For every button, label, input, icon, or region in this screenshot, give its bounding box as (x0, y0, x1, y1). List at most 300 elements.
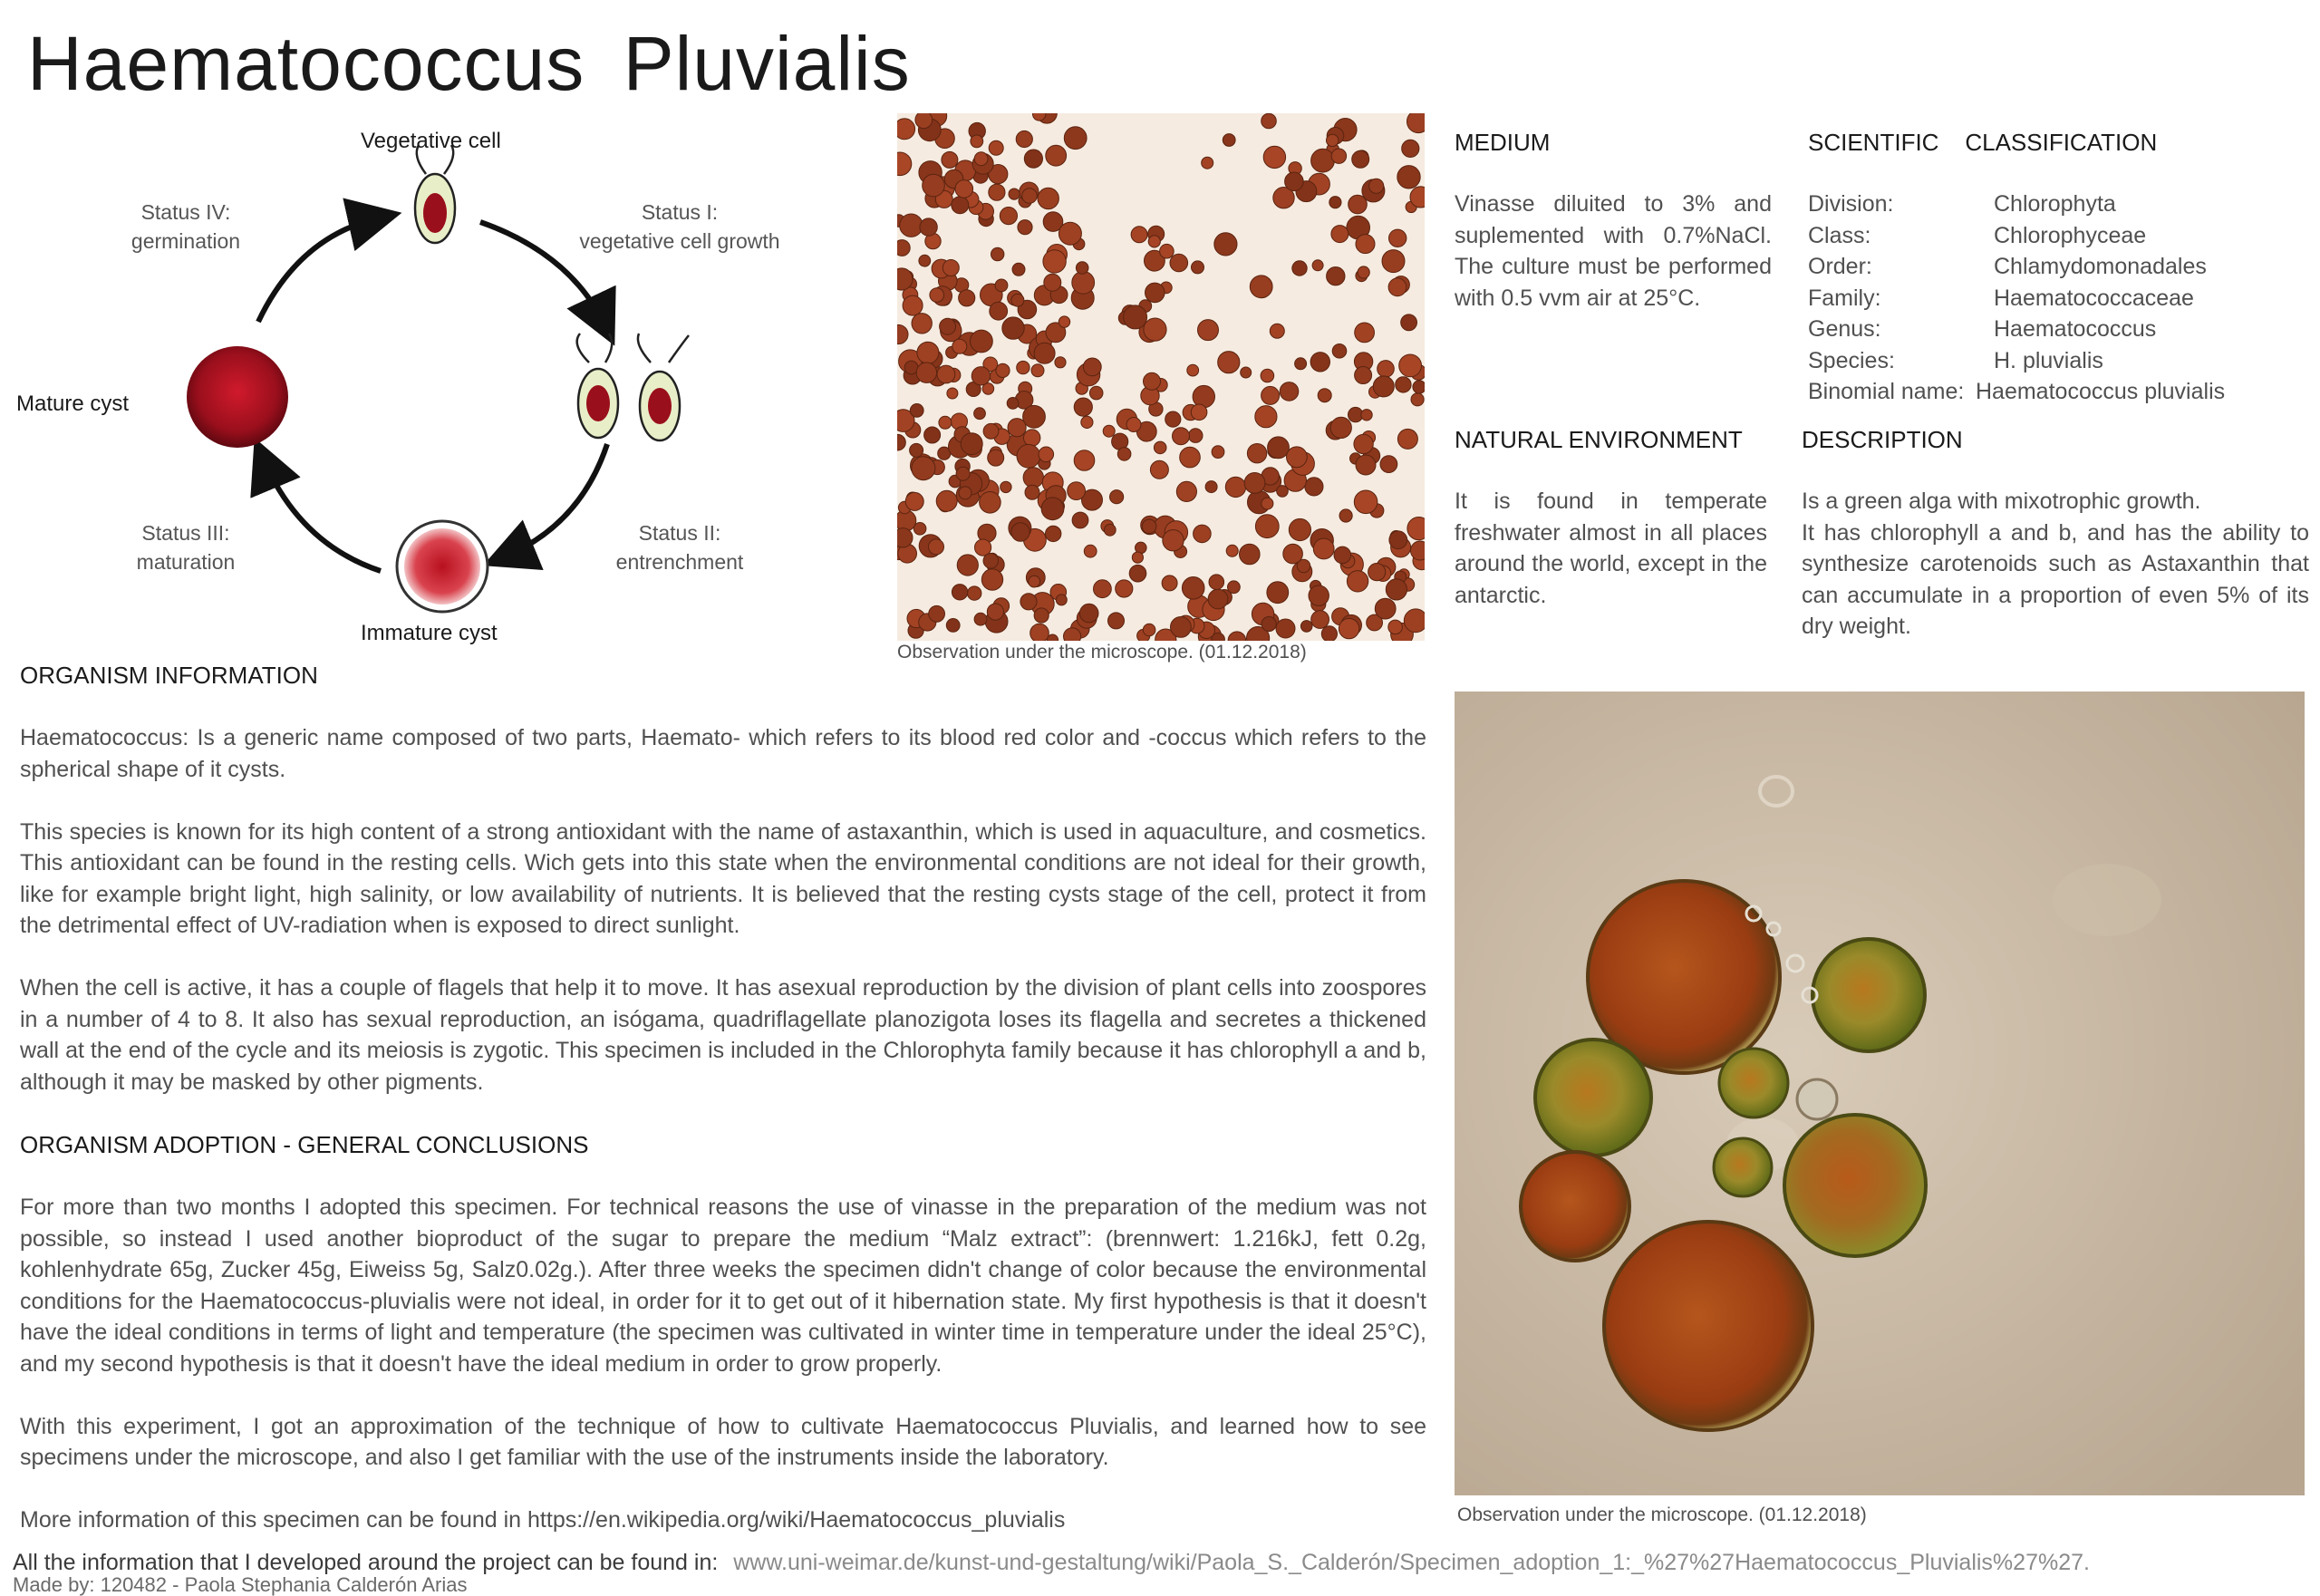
cell-dot (1191, 404, 1207, 421)
cell-dot (1023, 468, 1043, 488)
cell-dot (1043, 250, 1066, 273)
class-key: Binomial name: (1808, 379, 1965, 404)
cell-dot (1132, 552, 1143, 563)
cell-dot (1255, 406, 1277, 428)
cell-dot (1228, 581, 1241, 594)
cell-dot (980, 492, 1001, 514)
natural-env-text: It is found in temperate freshwater almost in all places around the world, except in the antarctic. (1455, 488, 1767, 608)
class-value: Haematococcus pluvialis (1976, 379, 2226, 404)
cell-dot (1329, 197, 1341, 208)
cell-dot (1163, 530, 1184, 551)
cell-dot (957, 555, 978, 576)
cell-dot (1202, 157, 1213, 169)
cell-dot (1389, 531, 1407, 549)
cell-dot (1339, 509, 1352, 522)
cell-dot (1131, 227, 1147, 243)
cell-dot (1129, 565, 1146, 582)
cell-dot (1373, 376, 1394, 397)
footer-info-label: All the information that I developed around the project can be found in: (13, 1550, 719, 1575)
footer-info-url[interactable]: www.uni-weimar.de/kunst-und-gestaltung/wiki/Paola_S._Calderón/Specimen_adoption_1:_%27%27Haematococcus_Pluvialis%27%27. (733, 1550, 2090, 1575)
cell-dot (981, 569, 1002, 590)
cell-dot (1356, 235, 1375, 254)
class-value: Chlamydomonadales (1994, 254, 2207, 279)
cell-dot (1261, 369, 1274, 382)
cell-dot (1386, 579, 1406, 600)
cell-dot (1358, 266, 1369, 278)
cell-dot (1312, 260, 1323, 271)
cell-dot (1380, 456, 1397, 473)
cell-dot (1002, 317, 1024, 339)
cell-dot (1074, 450, 1095, 471)
cell-dot (1079, 604, 1098, 623)
cell-dot (1327, 134, 1339, 146)
cell-dot (1214, 233, 1237, 256)
cell-dot (1148, 236, 1160, 247)
label-immature-cyst: Immature cyst (361, 621, 498, 645)
cell-dot (936, 490, 957, 511)
cell-dot (1375, 598, 1396, 619)
cell-dot (1331, 226, 1348, 243)
cell-dot (1074, 398, 1092, 416)
cell-dot (1046, 526, 1061, 541)
cell-dot (1292, 261, 1307, 276)
cell-dot (1268, 437, 1290, 459)
cell-dot (1170, 254, 1188, 272)
cell-dot (1250, 276, 1272, 298)
cell-dot (1355, 323, 1375, 343)
cell-dot (905, 492, 923, 510)
cell-dot (971, 330, 993, 353)
class-key: Class: (1808, 222, 1871, 248)
cell-dot (1241, 367, 1252, 378)
cell-dot (974, 408, 986, 420)
cell-dot (1171, 617, 1192, 638)
cell-dot (940, 318, 956, 334)
cell-dot (937, 365, 955, 383)
classification-heading: SCIENTIFIC CLASSIFICATION (1808, 129, 2158, 156)
cell-dot (1142, 519, 1156, 534)
cell-dot (1009, 189, 1020, 199)
cell-dot (1378, 361, 1395, 378)
cell-dot (1309, 585, 1329, 605)
cell-dot (1000, 208, 1017, 225)
cell-dot (1017, 444, 1040, 468)
cell-dot (1011, 523, 1030, 541)
cell-dot (1262, 113, 1277, 129)
cell-dot (920, 218, 937, 236)
cell-dot (1176, 481, 1196, 501)
cell-dot (897, 119, 915, 140)
cell-dot (1041, 498, 1064, 520)
label-vegetative-cell: Vegetative cell (361, 129, 501, 153)
cell-dot (1255, 515, 1279, 538)
cell-dot (1064, 127, 1087, 150)
cell-dot (1411, 393, 1424, 406)
class-key: Order: (1808, 254, 1872, 279)
label-mature-cyst: Mature cyst (16, 392, 130, 416)
class-key: Family: (1808, 285, 1881, 311)
cell-dot (1012, 263, 1025, 276)
cell-dot (956, 467, 970, 480)
cell-dot (1165, 411, 1181, 427)
cell-dot (1044, 274, 1061, 291)
cell-dot (972, 367, 990, 385)
cell-dot (1076, 262, 1088, 275)
cell-dot (1262, 498, 1273, 509)
cell-dot (952, 339, 967, 353)
cell-dot (1083, 358, 1101, 376)
cell-dot (1008, 419, 1026, 437)
status-4-desc: germination (130, 229, 241, 253)
status-3-desc: maturation (136, 550, 236, 574)
cell-dot (974, 152, 988, 166)
cell-dot (1388, 278, 1406, 296)
description-line1: Is a green alga with mixotrophic growth. (1802, 488, 2201, 514)
cell-dot (1110, 490, 1124, 504)
cell-dot (919, 255, 931, 266)
cell-dot (1029, 576, 1040, 587)
cell-dot (955, 180, 973, 198)
class-value: Haematococcaceae (1994, 285, 2194, 311)
class-value: H. pluvialis (1994, 347, 2103, 373)
cell-dot (1305, 478, 1323, 496)
cell-dot (916, 363, 936, 382)
cell-dot (1228, 632, 1246, 641)
cell-dot (1396, 377, 1411, 392)
cell-dot (989, 184, 1005, 200)
cell-dot (1276, 619, 1295, 638)
adoption-heading: ORGANISM ADOPTION - GENERAL CONCLUSIONS (20, 1131, 589, 1158)
cell-dot (1318, 389, 1331, 402)
cell-dot (1162, 576, 1177, 591)
cell-dot (1327, 267, 1345, 285)
classification-row (1808, 283, 2315, 314)
class-value: Chlorophyceae (1994, 222, 2147, 248)
cell-dot (1369, 179, 1384, 193)
cell-dot (1402, 140, 1419, 157)
cell-dot (1300, 621, 1312, 633)
cell-dot (929, 605, 945, 622)
cell-dot (971, 135, 983, 148)
cell-dot (1280, 382, 1299, 401)
cell-dot (1388, 620, 1403, 634)
cell-dot (1194, 525, 1212, 543)
cell-dot (1024, 430, 1040, 446)
more-info-link-text: More information of this specimen can be found in https://en.wikipedia.org/wiki/Haematococcus_pluvialis (20, 1507, 1066, 1533)
cell-dot (1244, 473, 1265, 494)
cell-dot (924, 427, 941, 443)
organism-info-heading: ORGANISM INFORMATION (20, 662, 318, 689)
adoption-paragraph-2: With this experiment, I got an approximation of the technique of how to cultivate Haematococcus Pluvialis, and learned how to see specimens under the microscope, and also I get familiar with the use of the instruments inside the laboratory. (20, 1413, 1426, 1470)
classification-row (1808, 189, 2315, 220)
cell-dot (1413, 381, 1425, 393)
cell-dot (942, 260, 959, 276)
cell-dot (1064, 628, 1081, 641)
cell-dot (1352, 150, 1369, 168)
cell-dot (1277, 486, 1289, 498)
cell-dot (1262, 386, 1280, 404)
cell-dot (1034, 608, 1049, 623)
cell-dot (1031, 364, 1044, 377)
cell-dot (1068, 482, 1086, 500)
cell-dot (1144, 372, 1161, 390)
cell-dot (1382, 250, 1405, 273)
cell-dot (912, 314, 932, 334)
cell-dot (1339, 618, 1358, 638)
cell-dot (1270, 324, 1284, 338)
cell-dot (1023, 405, 1046, 428)
cell-dot (1404, 609, 1425, 633)
medium-text: Vinasse diluited to 3% and suplemented with 0.7%NaCl. The culture must be performed with 0.5 vvm air at 25°C. (1455, 191, 1772, 311)
photo-2-cells (1455, 692, 2305, 1495)
cell-dot (1285, 172, 1304, 191)
cell-dot (988, 450, 1004, 466)
status-2-title: Status II: (638, 521, 721, 545)
class-key: Species: (1808, 347, 1895, 373)
cell-dot (1208, 589, 1228, 609)
cell-dot (1017, 361, 1030, 373)
class-value: Chlorophyta (1994, 191, 2116, 217)
cell-dot (983, 554, 999, 569)
cell-dot (1124, 305, 1147, 329)
cell-dot (900, 214, 923, 237)
immature-cyst-icon (397, 521, 488, 612)
cell-dot (968, 586, 981, 600)
cell-dot (1310, 353, 1329, 372)
cell-dot (1334, 547, 1351, 564)
cell-dot (1321, 626, 1337, 641)
cell-dot (929, 539, 944, 555)
cell-dot (897, 240, 910, 256)
cell-dot (1160, 244, 1174, 258)
cell-dot (1030, 624, 1049, 641)
cell-dot (1347, 571, 1368, 592)
cell-dot (946, 619, 960, 633)
cell-dot (1182, 577, 1204, 600)
cell-dot (1039, 447, 1054, 462)
status-2-desc: entrenchment (615, 550, 744, 574)
cell-dot (1022, 189, 1038, 204)
description-text: It has chlorophyll a and b, and has the ability to synthesize carotenoids such as Astaxanthin that can accumulate in a proportion of even 5% of its dry weight. (1802, 519, 2309, 639)
vegetative-cell-icon (415, 145, 455, 243)
cell-dot (939, 416, 952, 429)
description-heading: DESCRIPTION (1802, 426, 1963, 453)
cell-dot (1397, 166, 1420, 189)
cell-dot (1332, 344, 1347, 359)
cell-dot (1313, 538, 1334, 559)
organism-paragraph-1: Haematococcus: Is a generic name composed of two parts, Haemato- which refers to its blood red color and -coccus which refers to the spherical shape of it cysts. (20, 725, 1426, 782)
cell-dot (1407, 113, 1426, 133)
classification-row (1808, 314, 2315, 345)
cell-dot (990, 302, 1008, 320)
cell-dot (1356, 455, 1376, 475)
microscope-photo-2 (1455, 692, 2305, 1495)
cell-dot (1209, 575, 1224, 590)
cell-dot (1399, 354, 1422, 377)
cell-dot (1072, 512, 1088, 528)
cell-dot (1187, 364, 1199, 376)
cell-dot (1218, 352, 1240, 373)
cell-dot (1016, 131, 1032, 147)
microscope-photo-1 (897, 113, 1425, 641)
cell-dot (952, 585, 967, 600)
adoption-paragraph-1: For more than two months I adopted this specimen. For technical reasons the use of vinasse in the preparation of the medium was not possible, so instead I used another bioproduct of the sugar to prepare the medium “Malz extract”: (brennwert: 1.216kJ, fett 0.2g, kohlenhydrate 65g, Zucker 45g, Eiweiss 5g, Salz0.02g.). After three weeks the specimen didn't change of color because the environmental conditions for the Haematococcus-pluvialis were not ideal, in order for it to get out of it hibernation state. My first hypothesis is that it doesn't have the ideal conditions in terms of light and temperature (the specimen was cultivated in winter time in temperature under the ideal 25°C), and my second hypothesis is that it doesn't have the ideal medium in order to grow properly. (20, 1195, 1426, 1377)
cell-dot (1058, 222, 1081, 245)
cell-dot (991, 247, 1004, 260)
status-1-desc: vegetative cell growth (579, 229, 780, 253)
cell-dot (1126, 418, 1141, 432)
cell-dot (1401, 314, 1417, 331)
cell-dot (952, 197, 969, 214)
cell-dot (1212, 446, 1224, 459)
status-1-title: Status I: (641, 200, 719, 224)
cell-dot (1072, 271, 1095, 294)
label-status-2 (580, 518, 779, 576)
cell-dot (1094, 580, 1112, 598)
organism-paragraph-2: This species is known for its high content of a strong antioxidant with the name of astaxanthin, which is used in aquaculture, and cosmetics. This antioxidant can be found in the resting cells. Wich gets into this state when the environmental conditions are not ideal for their growth, like for example bright light, high salinity, or low availability of nutrients. It is believed that the resting cysts stage of the cell, protect it from the detrimental effect of UV-radiation when is exposed to direct sunlight. (20, 818, 1426, 938)
cell-dot (923, 174, 945, 197)
cell-dot (983, 423, 999, 439)
cell-dot (897, 528, 913, 547)
description-block (1802, 486, 2309, 643)
adoption-text (20, 1192, 1426, 1536)
cell-dot (1354, 490, 1378, 514)
cell-dot (1297, 559, 1310, 572)
cell-dot (915, 113, 933, 129)
cell-dot (1038, 188, 1058, 208)
cell-dot (995, 279, 1008, 292)
footer-made-by: Made by: 120482 - Paola Stephania Calderón Arias (13, 1573, 468, 1596)
organism-paragraph-3: When the cell is active, it has a couple of flagels that help it to move. It has asexual reproduction by the division of plant cells into zoospores in a number of 4 to 8. It also has sexual reproduction, an isógama, quadriflagellate planozigota loses its flagella and secretes a thickened wall at the end of the cycle and its meiosis is zygotic. This specimen is included in the Chlorophyta family because it has chlorophyll a and b, although it may be masked by other pigments. (20, 975, 1426, 1095)
cell-dot (910, 404, 923, 418)
cell-dot (1103, 425, 1115, 437)
cell-dot (1368, 564, 1386, 581)
cell-dot (897, 434, 905, 450)
cell-dot (1263, 146, 1285, 168)
cell-dot (1225, 477, 1245, 497)
mature-cyst-icon (187, 346, 288, 448)
classification-table (1808, 189, 2315, 408)
cell-dot (1247, 444, 1266, 463)
cell-dot (1267, 582, 1289, 604)
cell-dot (1084, 545, 1097, 557)
cell-dot (910, 443, 923, 457)
cell-dot (959, 487, 972, 499)
footer-info (13, 1550, 2090, 1576)
organism-info-text (20, 722, 1426, 1129)
cell-dot (1117, 448, 1131, 461)
cell-dot (1081, 416, 1093, 428)
cell-dot (1011, 294, 1024, 306)
medium-heading: MEDIUM (1455, 129, 1551, 156)
cell-dot (1180, 447, 1201, 468)
dividing-cells-icon (577, 334, 689, 440)
classification-row (1808, 376, 2315, 408)
photo-2-caption: Observation under the microscope. (01.12.2018) (1457, 1504, 1867, 1525)
cell-dot (1311, 149, 1335, 172)
cell-dot (1025, 485, 1039, 499)
class-key: Genus: (1808, 316, 1881, 342)
cell-dot (1104, 524, 1116, 536)
cell-dot (1058, 316, 1069, 327)
cell-dot (1056, 595, 1067, 605)
cell-dot (1226, 545, 1238, 556)
class-key: Division: (1808, 191, 1894, 217)
cell-dot (1361, 410, 1372, 421)
cell-dot (1055, 357, 1066, 368)
cell-dot (1024, 150, 1042, 168)
cell-dot (1389, 229, 1406, 247)
cell-dot (1188, 429, 1203, 443)
cell-dot (1116, 580, 1133, 597)
classification-row (1808, 345, 2315, 377)
cell-dot (1146, 283, 1165, 303)
label-status-1 (508, 198, 852, 256)
natural-env-heading: NATURAL ENVIRONMENT (1455, 426, 1743, 453)
page-title: Haematococcus Pluvialis (27, 21, 911, 106)
cell-dot (897, 324, 908, 343)
cell-dot (1154, 441, 1166, 454)
status-4-title: Status IV: (140, 200, 231, 224)
cell-dot (897, 152, 912, 176)
cell-dot (947, 388, 958, 399)
cell-dot (1205, 481, 1217, 493)
cell-dot (1007, 398, 1019, 410)
cell-dot (1144, 318, 1166, 341)
cell-dot (912, 457, 935, 480)
cell-dot (1034, 343, 1055, 363)
cell-dot (1000, 481, 1011, 492)
cell-dot (1192, 261, 1204, 274)
cell-dot (1407, 517, 1425, 540)
cell-dot (1397, 429, 1417, 449)
cell-dot (959, 290, 975, 306)
cell-dot (1262, 616, 1276, 631)
cell-dot (1143, 624, 1155, 636)
classification-row (1808, 220, 2315, 252)
classification-row (1808, 251, 2315, 283)
cell-dot (1330, 417, 1351, 438)
cell-dot (1089, 386, 1103, 400)
cell-dot (987, 604, 1003, 620)
cell-dot (1295, 358, 1307, 370)
cell-dot (930, 288, 944, 303)
cell-dot (942, 151, 958, 168)
cell-dot (1150, 460, 1168, 479)
cell-dot (1198, 320, 1219, 341)
lifecycle-diagram (0, 118, 816, 653)
cell-dot (1289, 518, 1310, 540)
cell-dot (1240, 544, 1261, 565)
cell-dot (1108, 613, 1125, 629)
cell-dot (1311, 611, 1329, 629)
photo-1-caption: Observation under the microscope. (01.12.2018) (897, 642, 1307, 663)
cell-dot (1348, 195, 1368, 214)
cell-dot (1354, 434, 1373, 453)
cell-dot (1173, 428, 1190, 445)
cell-dot (1018, 220, 1032, 235)
label-status-4 (91, 198, 281, 256)
cell-dot (996, 363, 1010, 377)
cell-dot (903, 295, 923, 315)
cell-dot (989, 140, 1003, 155)
cell-dot (1046, 145, 1067, 166)
cell-dot (974, 613, 987, 625)
cell-dot (961, 433, 982, 455)
cell-dot (1020, 594, 1037, 610)
cell-dot (917, 342, 939, 363)
status-3-title: Status III: (141, 521, 230, 545)
